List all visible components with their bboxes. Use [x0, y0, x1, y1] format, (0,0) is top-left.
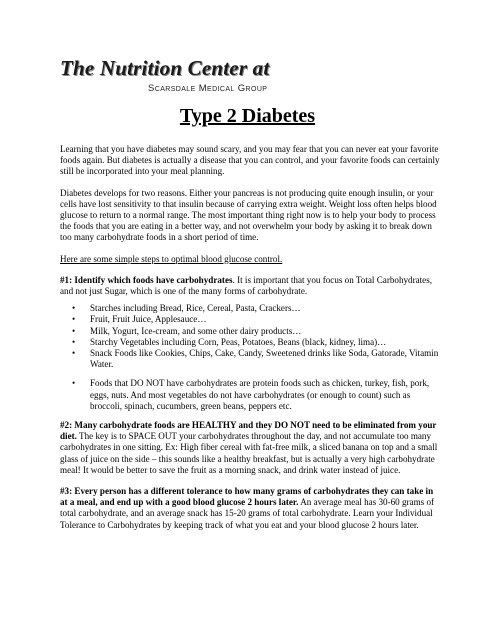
reasons-paragraph: Diabetes develops for two reasons. Either your pancreas is not producing quite enough insulin, or your cells have lost sensitivity to that insulin because of carrying extra weight. Weight loss often helps blood glucose to return to a normal range. The most important thing right now is to help your body to process the foods that you are eating in a better way, and not overwhelm your body by asking it to break down too many carbohydrate foods in a short period of time.: [60, 187, 437, 243]
step2-text: The key is to SPACE OUT your carbohydrates throughout the day, and not accumulate too many carbohydrates in one sitting. Ex: High fiber cereal with fat-free milk, a sliced banana on top and a small glass of juice on the side – this sounds like a healthy breakfast, but is actually a very high carbohydrate meal! It would be better to save the fruit as a morning snack, and drink water instead of juice.: [60, 431, 438, 475]
non-carb-foods-list: [60, 378, 440, 412]
logo-subtitle: Scarsdale Medical Group: [148, 83, 268, 94]
carb-foods-list: [60, 303, 440, 370]
step1-paragraph: [60, 275, 440, 297]
step2-heading: #2: Many carbohydrate foods are HEALTHY and they DO NOT need to be eliminated from your diet.: [60, 420, 437, 442]
list-item: • Starchy Vegetables including Corn, Peas, Potatoes, Beans (black, kidney, lima)…: [90, 337, 440, 348]
list-item: • Fruit, Fruit Juice, Applesauce…: [90, 314, 440, 325]
steps-heading: Here are some simple steps to optimal blood glucose control.: [60, 253, 283, 264]
step3-paragraph: [60, 486, 440, 531]
nutrition-center-logo: [60, 56, 340, 104]
step2-paragraph: [60, 420, 440, 476]
intro-paragraph: Learning that you have diabetes may sound scary, and you may fear that you can never eat your favorite foods again. But diabetes is actually a disease that you can control, and your favorite foods can certainly still be incorporated into your meal planning.: [60, 144, 440, 177]
document-body: [60, 144, 440, 541]
list-item: • Starches including Bread, Rice, Cereal, Pasta, Crackers…: [90, 303, 440, 314]
step3-heading: #3: Every person has a different tolerance to how many grams of carbohydrates they can take in at a meal, and end up with a good blood glucose 2 hours later.: [60, 486, 434, 508]
step1-text: . It is important that you focus on Total Carbohydrates, and not just Sugar, which is one of the many forms of carbohydrate.: [60, 274, 433, 297]
list-item: • Milk, Yogurt, Ice-cream, and some other dairy products…: [90, 326, 440, 337]
step3-text: An average meal has 30-60 grams of total carbohydrate, and an average snack has 15-20 grams of total carbohydrate. Learn your Individual Tolerance to Carbohydrates by keeping track of what you eat and your blood glucose 2 hours later.: [60, 497, 435, 530]
step1-heading: #1: Identify which foods have carbohydrates: [60, 274, 233, 285]
page-title: Type 2 Diabetes: [179, 105, 316, 127]
list-item: • Foods that DO NOT have carbohydrates are protein foods such as chicken, turkey, fish, pork, eggs, nuts. And most vegetables do not have carbohydrates (or enough to count) such as broccoli, spinach, cucumbers, green beans, peppers etc.: [90, 378, 440, 412]
list-item: • Snack Foods like Cookies, Chips, Cake, Candy, Sweetened drinks like Soda, Gatorade, Vitamin Water.: [90, 348, 440, 370]
logo-title: The Nutrition Center at: [60, 56, 270, 80]
